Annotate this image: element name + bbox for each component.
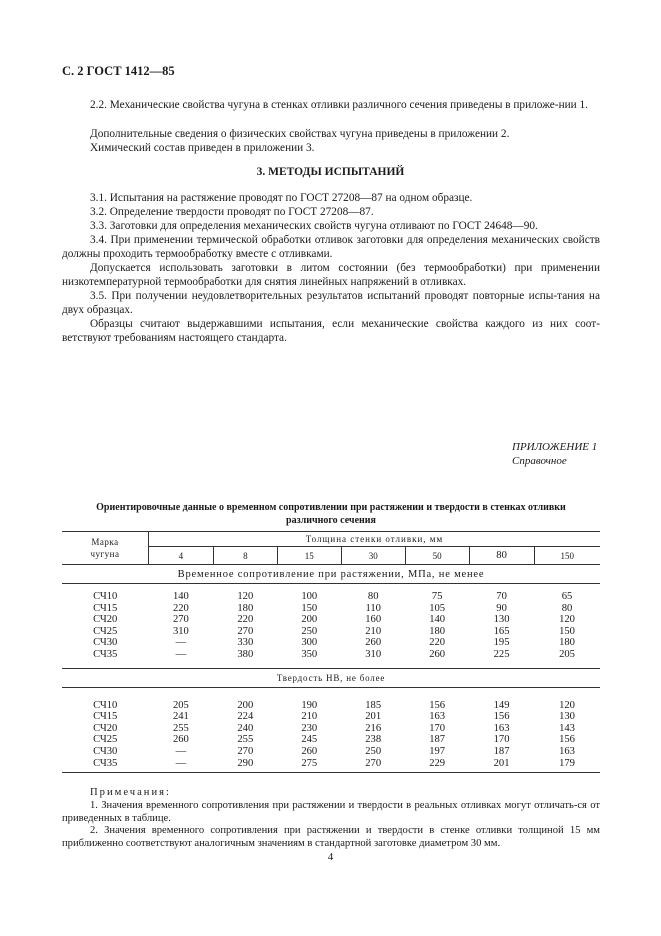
table-cell: 200 [237, 699, 254, 711]
table-cell: 270 [172, 614, 189, 626]
hardness-column-80 [469, 700, 534, 770]
paragraph-2-2: 2.2. Механические свойства чугуна в стенках отливки различного сечения приведены в приложе-нии 1. [90, 99, 588, 111]
thickness-15: 15 [277, 547, 341, 565]
table-cell: 250 [301, 625, 318, 637]
table-cell: 195 [493, 637, 510, 649]
table-cell: 187 [493, 745, 510, 757]
paragraph-3-4: 3.4. При применении термической обработки отливок заготовки для определения механических свойств должны проходить термообработку вместе с отливками. [62, 234, 600, 261]
appendix-label [512, 440, 597, 468]
table-title-line-1: Ориентировочные данные о временном сопротивлении при растяжении и твердости в стенках отливки [96, 502, 566, 513]
table-cell: 201 [493, 757, 510, 769]
hardness-column-30 [341, 700, 405, 770]
table-cell: 260 [429, 648, 446, 660]
table-cell: 120 [559, 614, 575, 626]
note-2: 2. Значения временного сопротивления при растяжении и твердости в стенке отливки толщиной 15 мм приближенно соответствуют аналогичным значениям в стандартной заготовке диаметром 30 мм. [62, 825, 600, 850]
thickness-80: 80 [469, 547, 534, 565]
hardness-column-15 [277, 700, 341, 770]
table-cell: 130 [493, 614, 510, 626]
paragraph-3-4-note: Допускается использовать заготовки в литом состоянии (без термообработки) при применении низкотемпературной термообработки для снятия линейных напряжений в отливках. [62, 262, 600, 289]
table-cell: 180 [559, 637, 575, 649]
table-cell: 238 [365, 734, 382, 746]
table-cell: 197 [429, 745, 446, 757]
table-cell: 220 [429, 637, 446, 649]
hardness-column-150 [534, 700, 600, 770]
table-cell: 240 [237, 722, 254, 734]
thickness-150: 150 [534, 547, 600, 565]
paragraph-3-1: 3.1. Испытания на растяжение проводят по ГОСТ 27208—87 на одном образце. [90, 192, 473, 204]
tensile-column-15 [277, 591, 341, 661]
tensile-column-80 [469, 591, 534, 661]
table-cell: 165 [493, 625, 510, 637]
grade-header-line-2: чугуна [90, 549, 120, 559]
table-cell: 100 [301, 591, 318, 602]
table-cell: 143 [559, 722, 575, 734]
table-cell: 156 [429, 699, 446, 711]
table-cell: 120 [237, 591, 254, 602]
tensile-grade-list [62, 591, 148, 661]
table-cell: 75 [431, 591, 443, 602]
grade-label: СЧ30 [93, 745, 118, 757]
table-cell: — [175, 637, 187, 649]
grade-label: СЧ10 [93, 699, 118, 711]
grade-label: СЧ20 [93, 614, 118, 626]
grade-label: СЧ25 [93, 625, 118, 637]
table-cell: 225 [493, 648, 510, 660]
table-cell: 201 [365, 711, 382, 723]
table-cell: 156 [559, 734, 575, 746]
table-cell: 310 [365, 648, 382, 660]
paragraph-3-2: 3.2. Определение твердости проводят по ГОСТ 27208—87. [90, 206, 374, 218]
table-cell: 300 [301, 637, 318, 649]
table-cell: 170 [429, 722, 446, 734]
tensile-column-8 [213, 591, 277, 661]
table-cell: 180 [429, 625, 446, 637]
table-cell: 260 [301, 745, 318, 757]
hardness-section-header: Твердость НВ, не более [62, 668, 600, 687]
table-cell: 270 [237, 625, 254, 637]
hardness-column-8 [213, 700, 277, 770]
table-title [62, 501, 600, 527]
table-cell: 150 [301, 602, 318, 614]
grade-header-line-1: Марка [91, 537, 119, 547]
table-cell: 229 [429, 757, 446, 769]
paragraph-3-5: 3.5. При получении неудовлетворительных результатов испытаний проводят повторные испы-тания на двух образцах. [62, 290, 600, 317]
paragraph-3-5-note: Образцы считают выдержавшими испытания, если механические свойства каждого из них соот-ветствуют требованиям настоящего стандарта. [62, 318, 600, 345]
table-cell: 163 [493, 722, 510, 734]
thickness-4: 4 [148, 547, 213, 565]
thickness-30: 30 [341, 547, 405, 565]
table-cell: 330 [237, 637, 254, 649]
table-cell: 245 [301, 734, 318, 746]
table-cell: 190 [301, 699, 318, 711]
table-cell: 275 [301, 757, 318, 769]
table-cell: 65 [561, 591, 573, 602]
appendix-title: ПРИЛОЖЕНИЕ 1 [512, 441, 598, 453]
grade-label: СЧ25 [93, 734, 118, 746]
table-cell: 90 [496, 602, 507, 614]
tensile-column-50 [405, 591, 469, 661]
grade-label: СЧ15 [93, 602, 118, 614]
appendix-subtitle: Справочное [512, 455, 567, 467]
table-cell: 380 [237, 648, 254, 660]
table-cell: 180 [237, 602, 254, 614]
tensile-column-150 [534, 591, 600, 661]
table-cell: 200 [301, 614, 318, 626]
table-cell: 160 [365, 614, 382, 626]
table-cell: 250 [365, 745, 382, 757]
table-cell: 150 [559, 625, 575, 637]
table-cell: 220 [237, 614, 254, 626]
table-cell: 255 [172, 722, 189, 734]
table-cell: — [175, 757, 187, 769]
data-table [62, 531, 600, 773]
table-cell: 270 [237, 745, 254, 757]
table-cell: 230 [301, 722, 318, 734]
table-cell: 179 [559, 757, 575, 769]
table-cell: 310 [172, 625, 189, 637]
table-cell: 205 [559, 648, 575, 660]
paragraph-3-3: 3.3. Заготовки для определения механических свойств чугуна отливают по ГОСТ 24648—90. [90, 220, 538, 232]
table-cell: — [175, 648, 187, 660]
section-title: 3. МЕТОДЫ ИСПЫТАНИЙ [256, 166, 405, 178]
table-cell: 241 [172, 711, 189, 723]
page-header: С. 2 ГОСТ 1412—85 [62, 64, 175, 78]
table-cell: 224 [237, 711, 254, 723]
grade-label: СЧ20 [93, 722, 118, 734]
table-cell: 187 [429, 734, 446, 746]
table-cell: 170 [493, 734, 510, 746]
paragraph-appendix-2-ref: Дополнительные сведения о физических свойствах чугуна приведены в приложении 2. [90, 128, 510, 140]
thickness-8: 8 [213, 547, 277, 565]
table-cell: 120 [559, 699, 575, 711]
table-cell: 290 [237, 757, 254, 769]
table-cell: 156 [493, 711, 510, 723]
table-cell: 163 [429, 711, 446, 723]
table-cell: 149 [493, 699, 510, 711]
table-title-line-2: различного сечения [286, 515, 376, 526]
grade-label: СЧ35 [93, 757, 118, 769]
notes-title: Примечания: [90, 787, 171, 798]
table-cell: 260 [365, 637, 382, 649]
tensile-section-header: Временное сопротивление при растяжении, МПа, не менее [62, 565, 600, 584]
table-cell: 260 [172, 734, 189, 746]
table-cell: 185 [365, 699, 382, 711]
grade-label: СЧ35 [93, 648, 118, 660]
table-cell: 70 [496, 591, 507, 602]
table-cell: 80 [561, 602, 573, 614]
table-cell: 140 [429, 614, 446, 626]
table-cell: 163 [559, 745, 575, 757]
grade-label: СЧ30 [93, 637, 118, 649]
paragraph-appendix-3-ref: Химический состав приведен в приложении 3. [90, 142, 315, 154]
table-cell: 105 [429, 602, 446, 614]
table-cell: 140 [172, 591, 189, 602]
tensile-column-4 [148, 591, 213, 661]
table-cell: 205 [172, 699, 189, 711]
thickness-header: Толщина стенки отливки, мм [148, 532, 600, 547]
table-cell: 216 [365, 722, 382, 734]
notes [62, 787, 600, 851]
note-1: 1. Значения временного сопротивления при растяжении и твердости в реальных отливках могут отличать-ся от приведенных в таблице. [62, 799, 600, 824]
table-cell: 210 [365, 625, 382, 637]
grade-label: СЧ15 [93, 711, 118, 723]
table-cell: 220 [172, 602, 189, 614]
hardness-column-50 [405, 700, 469, 770]
table-cell: 270 [365, 757, 382, 769]
hardness-grade-list [62, 700, 148, 770]
grade-column-header [62, 532, 148, 565]
page-number: 4 [327, 851, 334, 863]
grade-label: СЧ10 [93, 591, 118, 602]
table-cell: 110 [365, 602, 381, 614]
tensile-column-30 [341, 591, 405, 661]
table-cell: 210 [301, 711, 318, 723]
table-cell: — [175, 745, 187, 757]
table-cell: 80 [367, 591, 379, 602]
table-cell: 130 [559, 711, 575, 723]
hardness-column-4 [148, 700, 213, 770]
table-cell: 350 [301, 648, 318, 660]
thickness-50: 50 [405, 547, 469, 565]
table-cell: 255 [237, 734, 254, 746]
